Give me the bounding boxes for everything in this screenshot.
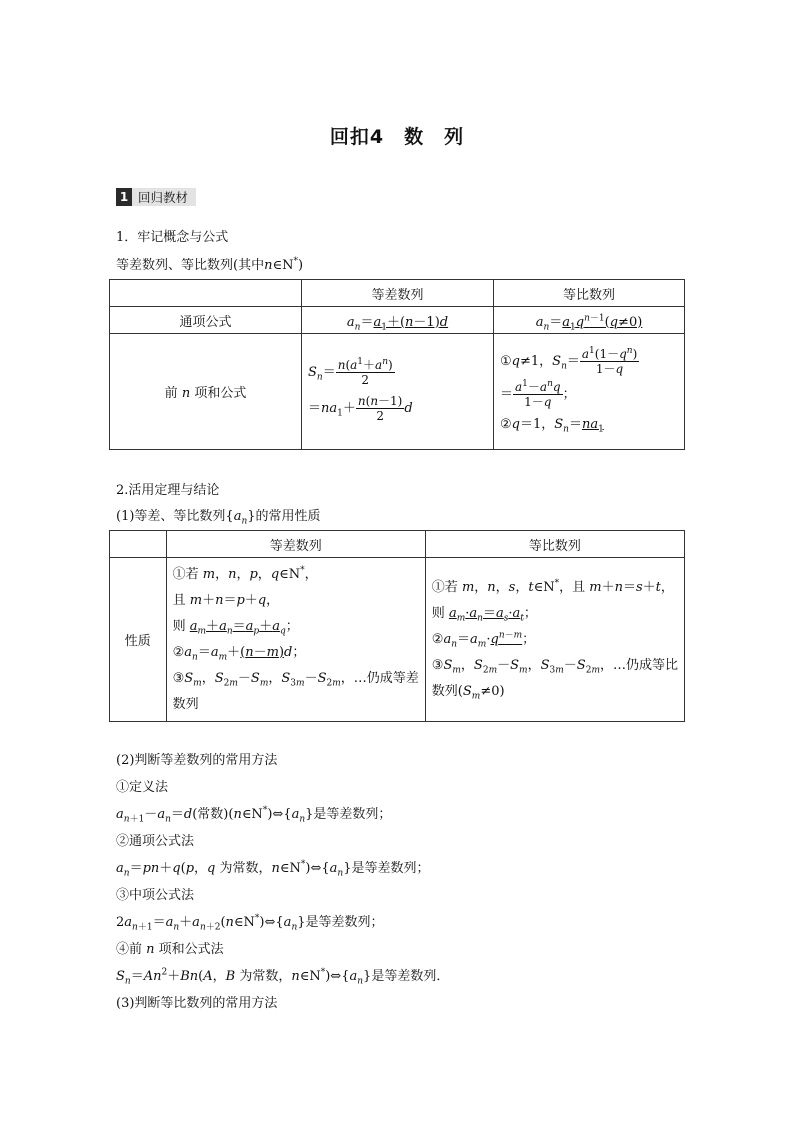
part2-sub2: (2)判断等差数列的常用方法 (116, 753, 278, 768)
row-label-general-term: 通项公式 (110, 307, 302, 334)
method4-title: ④前 n 项和公式法 (116, 942, 224, 957)
part2-sub3: (3)判断等比数列的常用方法 (116, 996, 278, 1011)
method4-formula: $S_n=An^2+Bn(A$，B 为常数，$n\in N^*)\Leftrightarrow\{a_n\}$是等差数列． (116, 967, 450, 987)
col-geo-header: 等比数列 (425, 531, 684, 558)
geo-general-term: $a_n=a_1q^{n-1}(q\ne 0)$ (494, 307, 685, 334)
row-label-sum: 前 n 项和公式 (110, 334, 302, 450)
method1-formula: $a_{n+1}-a_n=d$(常数)$(n\in N^*)\Leftrightarrow\{a_n\}$是等差数列； (116, 805, 392, 825)
table-row (110, 558, 685, 722)
part2-sub1: (1)等差、等比数列$\{a_n\}$的常用性质 (116, 509, 321, 527)
method2-formula: $a_n=pn+q(p$，q 为常数，$n\in N^*)\Leftrightarrow\{a_n\}$是等差数列； (116, 859, 430, 879)
method1-title: ①定义法 (116, 780, 169, 795)
arith-sum-formula: $S_n=$ $\frac{n(a^1+a^n)}{2}$ $=na_1+$ $\frac{n(n-1)}{2}$ d (302, 334, 494, 450)
section-label: 回归教材 (138, 190, 189, 205)
arith-line5-tail: 数列 (172, 696, 199, 712)
col-geo-header: 等比数列 (494, 280, 685, 307)
col-arith-header: 等差数列 (302, 280, 494, 307)
geo-sum-formula: ①q≠1，$S_n=$ $\frac{a^1(1-q^n)}{1-q}$ ＝ $\frac{a^1-a^nq}{1-q}$ ； ②q＝1，$S_n=na_1$ (494, 334, 685, 450)
method3-formula: $2a_{n+1}=a_n+a_{n+2}(n\in N^*)\Leftrightarrow\{a_n\}$是等差数列； (116, 913, 384, 933)
formula-table (109, 279, 685, 450)
part1-heading: 1．牢记概念与公式 (116, 230, 229, 245)
property-table (109, 530, 685, 722)
table-row (110, 334, 685, 450)
page-title: 回扣4 数 列 (329, 126, 465, 148)
arith-general-term: $a_n=a_1+(n-1)d$ (302, 307, 494, 334)
table-row (110, 307, 685, 334)
part1-subheading: 等差数列、等比数列(其中n∈N*) (116, 256, 304, 273)
row-label-property: 性质 (110, 558, 167, 722)
arith-properties: ①若 m，n，p，q∈N*， 且 m＋n＝p＋q， 则 $a_m+a_n=a_p+a_q$； $②a_n=a_m+(n-m)d$； $③S_m$，$S_{2m}-S_m$，$S_{3m}-S_{2m}$，…仍成等差 数列 (166, 558, 425, 722)
method3-title: ③中项公式法 (116, 888, 195, 903)
section-tag (116, 188, 196, 206)
table-header-row (110, 280, 685, 307)
method2-title: ②通项公式法 (116, 834, 195, 849)
col-arith-header: 等差数列 (166, 531, 425, 558)
geo-properties: ①若 m，n，s，t∈N*，且 m＋n＝s＋t， 则 $a_m\cdot a_n=a_s\cdot a_t$； $②a_n=a_m\cdot q^{n-m}$； $③S_m$，$S_{2m}-S_m$，$S_{3m}-S_{2m}$，…仍成等比 数列$(S_m\ne 0)$ (425, 558, 684, 722)
part2-heading: 2.活用定理与结论 (116, 483, 220, 498)
table-header-row (110, 531, 685, 558)
section-number: 1 (116, 188, 132, 206)
